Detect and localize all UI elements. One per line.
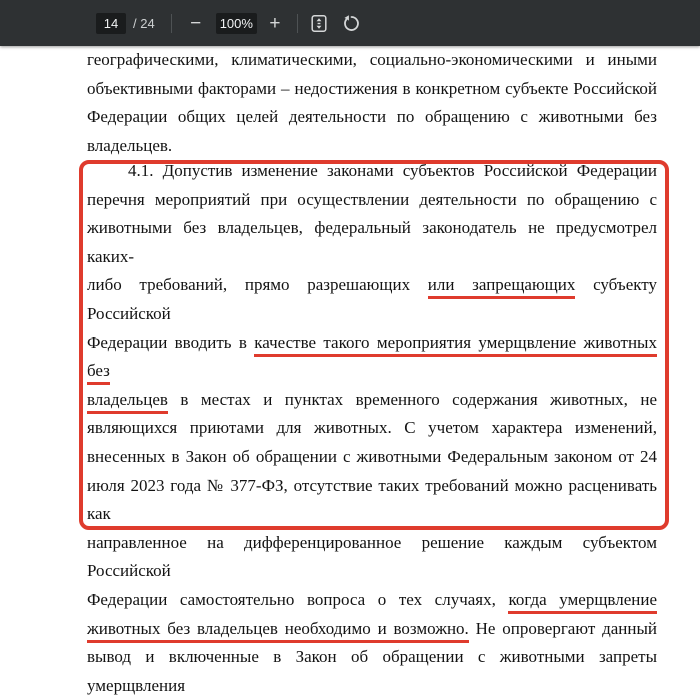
text-segment: в местах и пунктах временного содержания животных, не — [167, 389, 657, 409]
fit-to-page-icon — [311, 14, 328, 33]
toolbar-divider — [297, 14, 298, 33]
text-line — [87, 386, 657, 415]
text-line — [87, 529, 657, 586]
text-line — [87, 414, 657, 443]
text-line — [87, 271, 657, 328]
red-underlined-text: владельцев — [87, 390, 168, 414]
text-line — [87, 443, 657, 472]
text-line — [87, 46, 657, 75]
text-line — [87, 329, 657, 386]
toolbar-divider — [171, 14, 172, 33]
text-segment: внесенных в Закон об обращении с животными Федеральным законом от 24 — [87, 446, 657, 466]
red-underlined-text: когда умерщвление — [508, 590, 657, 614]
text-segment: являющихся приютами для животных. С учетом характера изменений, — [87, 418, 657, 438]
text-segment: объективными факторами – недостижения в конкретном субъекте Российской — [87, 78, 657, 98]
text-segment: перечня мероприятий при осуществлении деятельности по обращению с — [87, 189, 657, 209]
text-line — [87, 214, 657, 271]
plus-icon: + — [269, 12, 281, 34]
zoom-in-button[interactable] — [262, 10, 288, 36]
red-underlined-text: или запрещающих — [428, 275, 576, 299]
fit-to-page-button[interactable] — [306, 9, 334, 37]
text-segment: Федерации самостоятельно вопроса о тех случаях, — [87, 589, 509, 609]
minus-icon: − — [190, 12, 202, 34]
red-underlined-text: качестве такого мероприятия умерщвление животных без — [87, 333, 657, 386]
red-underlined-text: животных без владельцев необходимо и возможно. — [87, 619, 469, 643]
text-line — [87, 75, 657, 104]
text-segment: Федерации общих целей деятельности по обращению с животными без — [87, 107, 657, 127]
text-segment: Не опровергают данный — [468, 618, 657, 638]
text-segment: июля 2023 года № 377-ФЗ, отсутствие таких требований можно расценивать как — [87, 475, 657, 524]
text-segment: Федерации вводить в — [87, 332, 255, 352]
text-line — [87, 472, 657, 529]
text-segment: владельцев. — [87, 135, 173, 155]
text-line — [87, 643, 657, 700]
text-line — [87, 103, 657, 132]
rotate-button[interactable] — [338, 9, 366, 37]
text-segment: 4.1. Допустив изменение законами субъектов Российской Федерации — [128, 161, 657, 180]
page-count-label: / 24 — [133, 15, 155, 31]
toolbar-controls — [96, 0, 366, 46]
zoom-level-display[interactable]: 100% — [216, 13, 257, 34]
text-segment: животными без владельцев, федеральный законодатель не предусмотрел каких- — [87, 218, 657, 266]
pdf-page — [0, 46, 700, 695]
text-segment: направленное на дифференцированное решение каждым субъектом Российской — [87, 532, 657, 581]
text-line — [87, 586, 657, 615]
paragraph-4-1 — [87, 157, 657, 700]
paragraph-intro — [87, 46, 657, 160]
text-segment: субъекту Российской — [87, 275, 657, 323]
text-line — [87, 615, 657, 644]
text-segment: вывод и включенные в Закон об обращении с животными запреты умерщвления — [87, 647, 657, 695]
pdf-toolbar — [0, 0, 700, 46]
text-segment: географическими, климатическими, социально-экономическими и иными — [87, 50, 657, 69]
page-number-input[interactable] — [96, 13, 126, 34]
text-line — [87, 157, 657, 186]
rotate-counterclockwise-icon — [342, 14, 361, 33]
text-segment: либо требований, прямо разрешающих — [87, 275, 428, 295]
zoom-out-button[interactable] — [183, 10, 209, 36]
text-line — [87, 186, 657, 215]
